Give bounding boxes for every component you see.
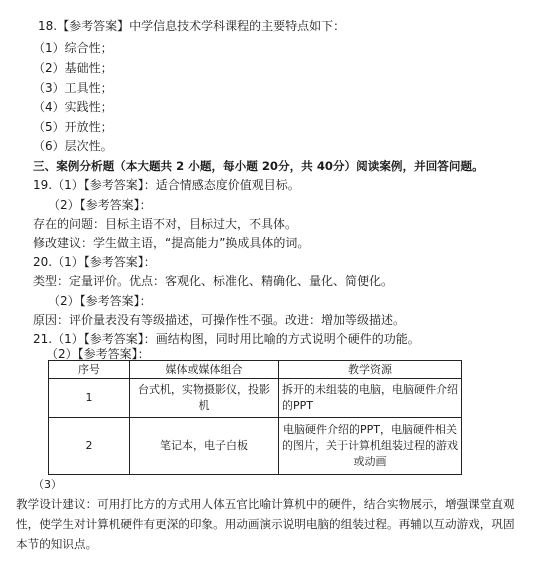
- table-header: 序号: [49, 361, 130, 379]
- table-cell: 笔记本，电子白板: [130, 418, 279, 475]
- q18-heading: 18.【参考答案】中学信息技术学科课程的主要特点如下：: [38, 19, 346, 33]
- q20-answer-2: 原因：评价量表没有等级描述，可操作性不强。改进：增加等级描述。: [33, 313, 406, 327]
- q20-answer-2-label: （2）【参考答案】：: [48, 294, 152, 308]
- q18-item: （4）实践性；: [33, 100, 113, 114]
- q19-answer-2-label: （2）【参考答案】：: [48, 198, 152, 212]
- q21-answer-3-label: （3）: [33, 478, 62, 491]
- table-header: 教学资源: [279, 361, 462, 379]
- q18-item: （3）工具性；: [33, 81, 113, 95]
- table-cell: 1: [49, 379, 130, 418]
- table-row: [49, 379, 462, 418]
- table-cell: 电脑硬件介绍的PPT，电脑硬件相关的图片，关于计算机组装过程的游戏或动画: [279, 418, 462, 475]
- q19-suggestion: 修改建议：学生做主语，“提高能力”换成具体的词。: [33, 236, 310, 250]
- section3-heading: 三、案例分析题（本大题共 2 小题，每小题 20分，共 40分）阅读案例，并回答问题。: [33, 159, 484, 173]
- table-cell: 2: [49, 418, 130, 475]
- table-row: [49, 418, 462, 475]
- media-resource-table: [48, 360, 462, 475]
- q18-item: （6）层次性。: [33, 139, 113, 153]
- q21-answer-1: 21.（1）【参考答案】：画结构图，同时用比喻的方式说明个硬件的功能。: [33, 332, 420, 346]
- q19-answer-1: 19.（1）【参考答案】：适合情感态度价值观目标。: [33, 178, 300, 192]
- table-header-row: [49, 361, 462, 379]
- table-cell: 拆开的未组装的电脑，电脑硬件介绍的PPT: [279, 379, 462, 418]
- table-cell: 台式机，实物摄影仪，投影机: [130, 379, 279, 418]
- q21-answer-2-label: （2）【参考答案】：: [46, 347, 150, 361]
- table-header: 媒体或媒体组合: [130, 361, 279, 379]
- q20-answer-1-label: 20.（1）【参考答案】：: [33, 255, 156, 269]
- q18-item: （1）综合性；: [33, 41, 113, 55]
- q21-design-advice: 教学设计建议：可用打比方的方式用人体五官比喻计算机中的硬件，结合实物展示，增强课堂直观性，使学生对计算机硬件有更深的印象。用动画演示说明电脑的组装过程。再辅以互动游戏，巩固本节的知识点。: [16, 497, 515, 551]
- q19-problem: 存在的问题：目标主语不对，目标过大，不具体。: [33, 217, 298, 231]
- q20-answer-1: 类型：定量评价。优点：客观化、标准化、精确化、量化、简便化。: [33, 274, 394, 288]
- q18-item: （5）开放性；: [33, 120, 113, 134]
- q18-item: （2）基础性；: [33, 61, 113, 75]
